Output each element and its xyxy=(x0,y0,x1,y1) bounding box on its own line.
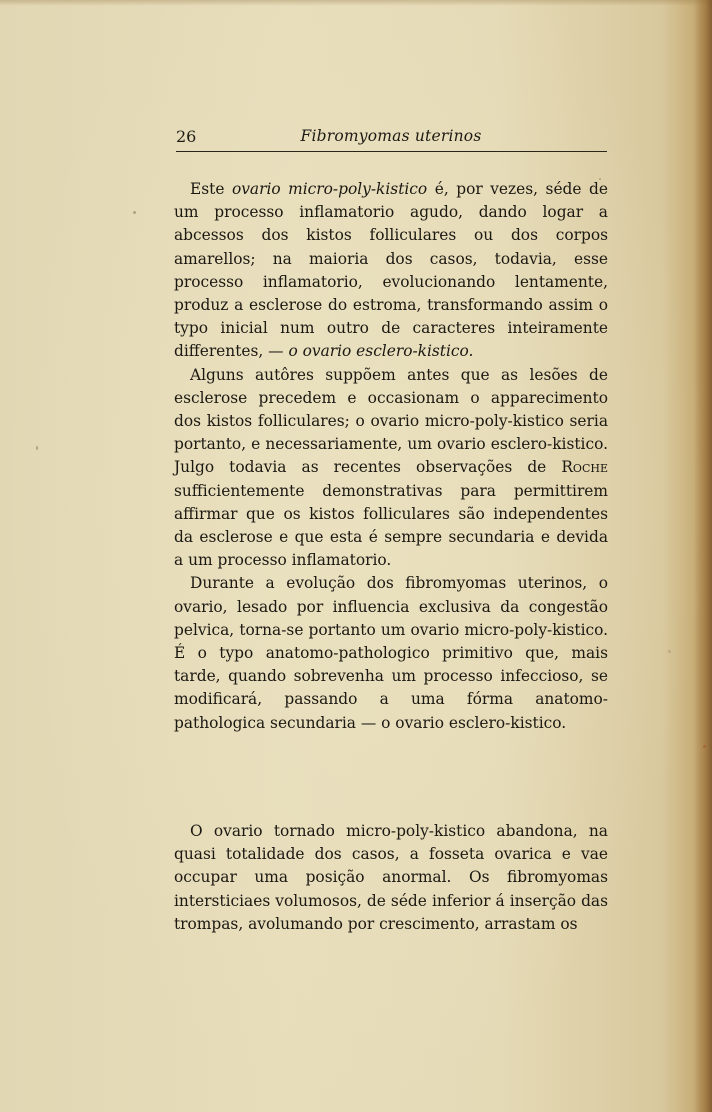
paragraph-1-italic-a: ovario micro-poly-kistico xyxy=(231,180,428,198)
author-name-roche: Roche xyxy=(561,458,608,477)
page-edge-shadow xyxy=(694,0,712,1112)
paper-speck xyxy=(703,745,706,748)
page-number: 26 xyxy=(176,127,197,146)
main-text xyxy=(174,178,608,735)
paragraph-2 xyxy=(174,364,608,573)
paragraph-2-text-b: sufficientemente demonstrativas para permittirem affirmar que os kistos folliculares são independentes da esclerose e que esta é sempre secundaria e devida a um processo inflamatorio. xyxy=(174,481,608,570)
paragraph-1-text-a: Este xyxy=(190,180,232,198)
paragraph-4: O ovario tornado micro-poly-kistico abandona, na quasi totalidade dos casos, a fosseta ovarica e vae occupar uma posição anormal. Os fibromyomas intersticiaes volumosos, de séde inferior á inserção das trompas, avolumando por crescimento, arrastam os xyxy=(174,822,608,933)
paragraph-2-text-a: Alguns autôres suppõem antes que as lesões de esclerose precedem e occasionam o apparecimento dos kistos folliculares; o ovario micro-poly-kistico seria portanto, e necessariamente, um ovario esclero-kistico. Julgo todavia as recentes observações de xyxy=(174,365,608,477)
paragraph-1-text-b: é, por vezes, séde de um processo inflamatorio agudo, dando logar a abcessos dos kistos folliculares ou dos corpos amarellos; na maioria dos casos, todavia, esse processo inflamatorio, evolucionando lentamente, produz a esclerose do estroma, transformando assim o typo inicial num outro de caracteres inteiramente differentes, — xyxy=(174,180,608,361)
paragraph-1-italic-b: o ovario esclero-kistico. xyxy=(288,342,474,361)
section-text xyxy=(174,820,608,936)
running-head xyxy=(176,127,606,149)
header-rule xyxy=(176,151,607,152)
paper-speck xyxy=(668,650,671,653)
running-title: Fibromyomas uterinos xyxy=(300,127,482,145)
paragraph-1 xyxy=(174,178,608,364)
page-top-shadow xyxy=(0,0,712,6)
paper-speck xyxy=(36,446,38,450)
paragraph-3: Durante a evolução dos fibromyomas uterinos, o ovario, lesado por influencia exclusiva da congestão pelvica, torna-se portanto um ovario micro-poly-kistico. É o typo anatomo-pathologico primitivo que, mais tarde, quando sobrevenha um processo infeccioso, se modificará, passando a uma fórma anatomo-pathologica secundaria — o ovario esclero-kistico. xyxy=(174,574,608,732)
paper-speck xyxy=(133,211,136,214)
